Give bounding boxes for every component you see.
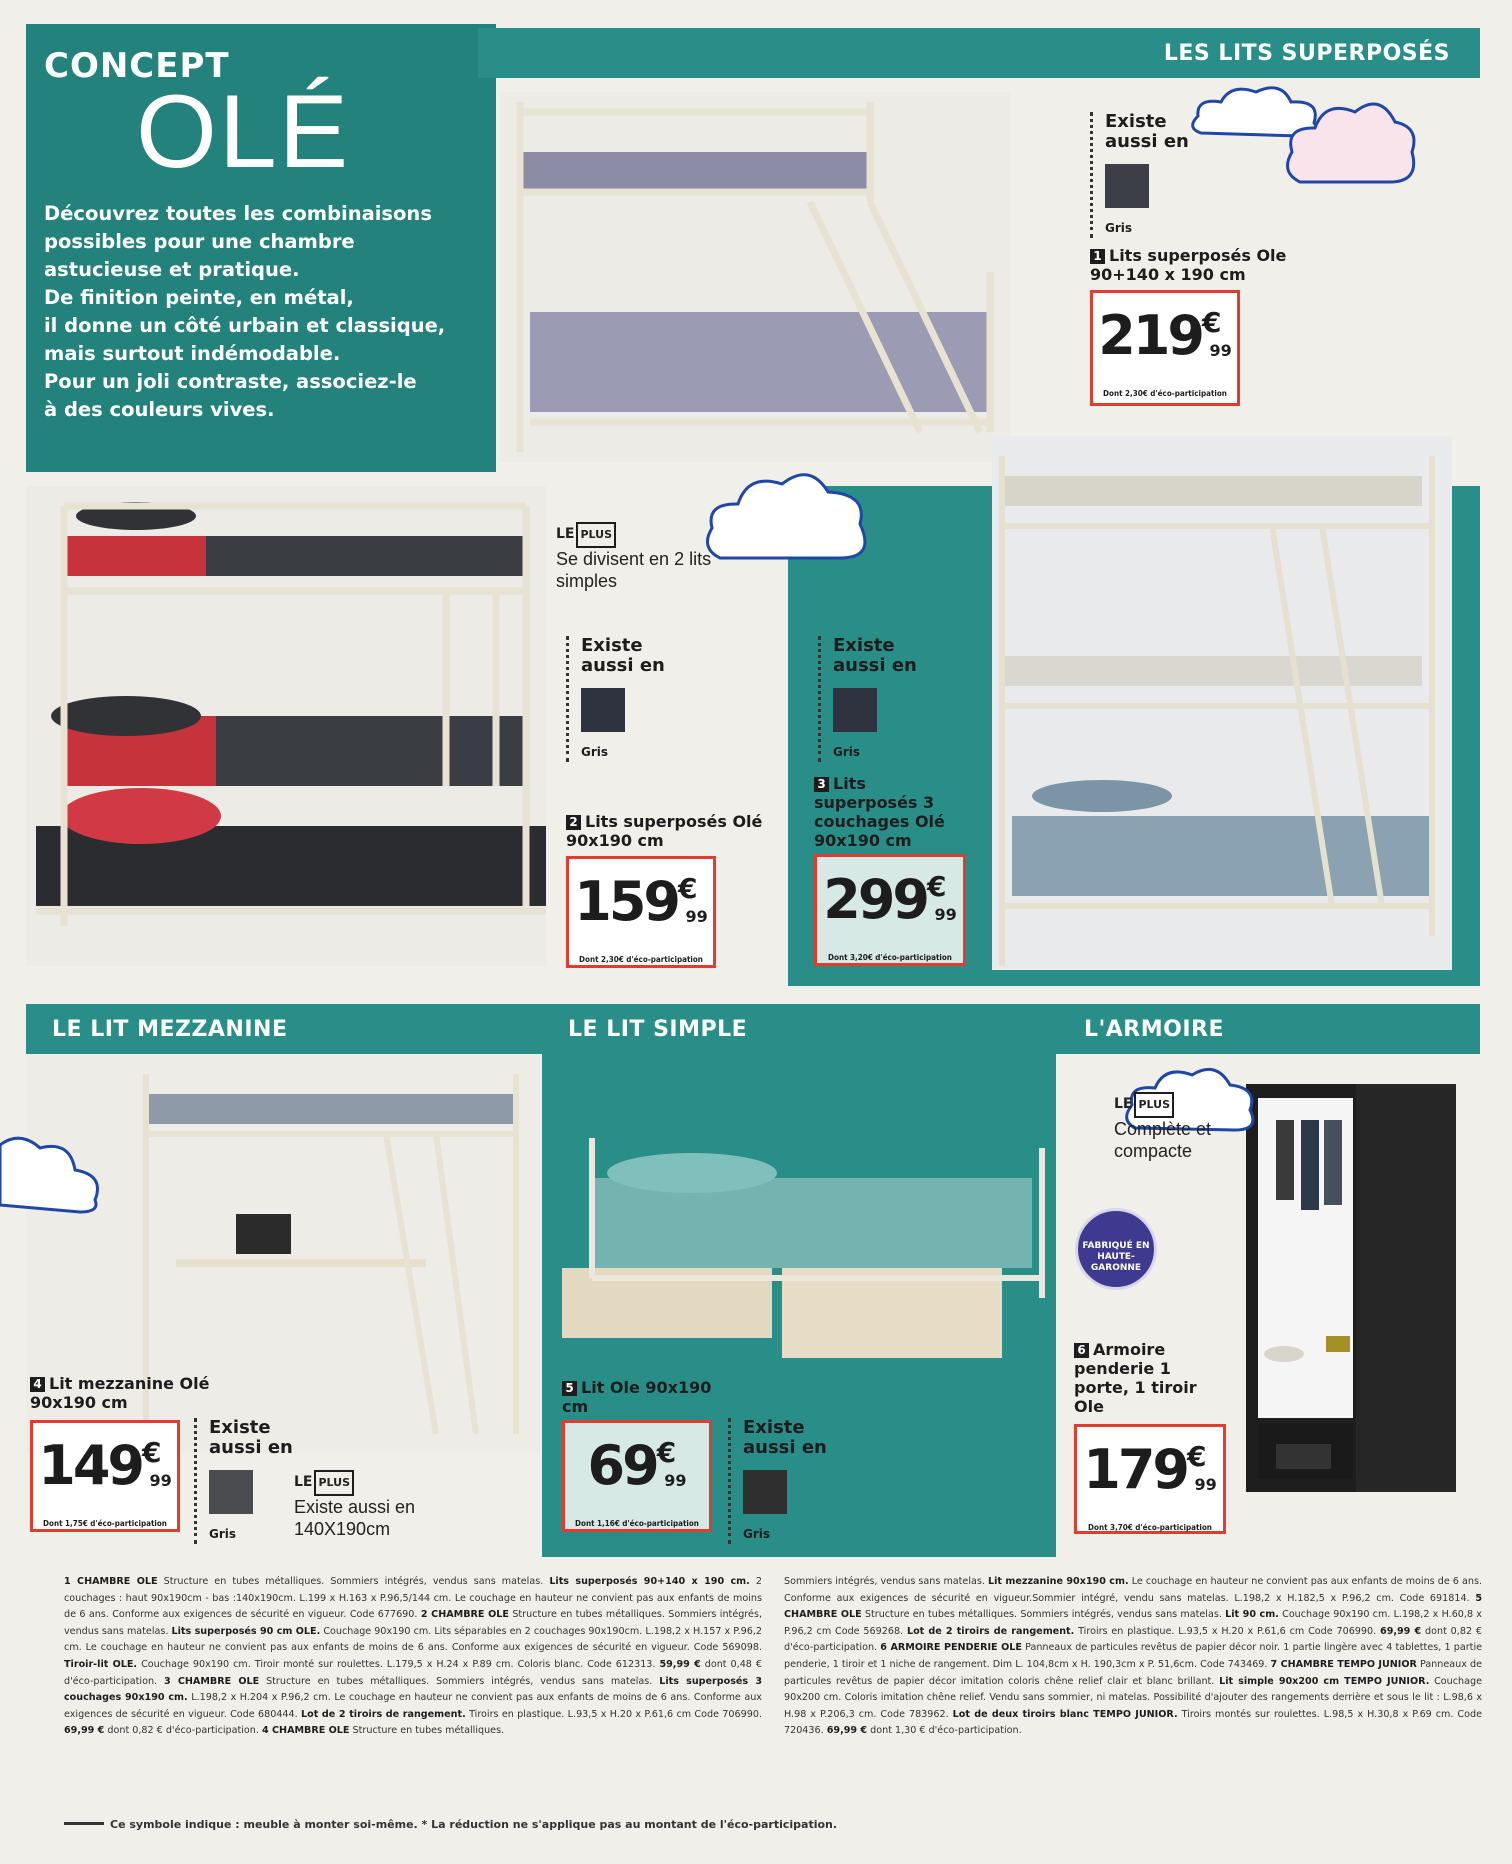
- self-assembly-icon: [64, 1822, 104, 1825]
- gray-swatch[interactable]: [209, 1470, 253, 1514]
- product-title-5: 5 Lit Ole 90x190 cm: [562, 1378, 712, 1416]
- concept-kicker: CONCEPT: [44, 46, 230, 86]
- product-title-6: 6 Armoire penderie 1 porte, 1 tiroir Ole: [1074, 1340, 1197, 1416]
- gray-swatch[interactable]: [1105, 164, 1149, 208]
- price-box-1: 219€99 Dont 2,30€ d'éco-participation: [1090, 290, 1240, 406]
- price-box-2: 159€99 Dont 2,30€ d'éco-participation: [566, 856, 716, 968]
- plus-note-mezzanine: LE PLUS Existe aussi en 140X190cm: [294, 1470, 454, 1540]
- legal-text-left: 1 CHAMBRE OLE Structure en tubes métalliques. Sommiers intégrés, vendus sans matelas. Lits superposés 90+140 x 190 cm. 2 couchages : haut 90x190cm - bas :140x190cm. L.199 x H.163 x P.96,5/144 cm. Le couchage en hauteur ne convient pas aux enfants de moins de 6 ans. Conforme aux exigences de sécurité en vigueur. Code 677690. 2 CHAMBRE OLE Structure en tubes métalliques. Sommiers intégrés, vendus sans matelas. Lits superposés 90 cm OLE. Couchage 90x190 cm. Lits séparables en 2 couchages 90x190cm. L.198,2 x H.157 x P.96,2 cm. Le couchage en hauteur ne convient pas aux enfants de moins de 6 ans. Conforme aux exigences de sécurité en vigueur. Code 569098. Tiroir-lit OLE. Couchage 90x190 cm. Tiroir monté sur roulettes. L.179,5 x H.24 x P.89 cm. Coloris blanc. Code 612313. 59,99 € dont 0,48 € d'éco-participation. 3 CHAMBRE OLE Structure en tubes métalliques. Sommiers intégrés, vendus sans matelas. Lits superposés 3 couchages 90x190 cm. L.198,2 x H.204 x P.96,2 cm. Le couchage en hauteur ne convient pas aux enfants de moins de 6 ans. Conforme aux exigences de sécurité en vigueur. Code 680444. Lot de 2 tiroirs de rangement. Tiroirs en plastique. L.93,5 x H.20 x P.61,6 cm Code 706990. 69,99 € dont 0,82 € d'éco-participation. 4 CHAMBRE OLE Structure en tubes métalliques.: [64, 1576, 762, 1737]
- product-photo-bunk-90-140: [500, 92, 1010, 462]
- cloud-icon: [1280, 92, 1420, 202]
- legal-text-right: Sommiers intégrés, vendus sans matelas. Lit mezzanine 90x190 cm. Le couchage en hauteur ne convient pas aux enfants de moins de 6 ans. Conforme aux exigences de sécurité en vigueur.Sommier intégré, vendu sans matelas. L.198,2 x H.182,5 x P.96,2 cm. Code 691814. 5 CHAMBRE OLE Structure en tubes métalliques. Sommiers intégrés, vendus sans matelas. Lit 90 cm. Couchage 90x190 cm. L.198,2 x H.60,8 x P.96,2 cm Code 569268. Lot de 2 tiroirs de rangement. Tiroirs en plastique. L.93,5 x H.20 x P.61,6 cm Code 706990. 69,99 € dont 0,82 € d'éco-participation. 6 ARMOIRE PENDERIE OLE Panneaux de particules revêtus de papier décor noir. 1 partie lingère avec 4 tablettes, 1 partie penderie, 1 tiroir et 1 niche de rangement. Dim L. 104,8cm x H. 190,3cm x P. 51,6cm. Code 743469. 7 CHAMBRE TEMPO JUNIOR Panneaux de particules revêtus de papier décor imitation coloris chêne relief clair et blanc brillant. Lit simple 90x200 cm TEMPO JUNIOR. Couchage 90x200 cm. Coloris imitation chêne relief. Vendu sans sommier, ni matelas. Possibilité d'ajouter des rangements derrière et sous le lit : L.98,6 x H.98 x P.206,3 cm. Code 783962. Lot de deux tiroirs blanc TEMPO JUNIOR. Tiroirs montés sur roulettes. L.98,5 x H.30,8 x P.69 cm. Code 720436. 69,99 € dont 1,30 € d'éco-participation.: [784, 1576, 1483, 1737]
- price-box-5: 69€99 Dont 1,16€ d'éco-participation: [562, 1420, 712, 1532]
- price-box-3: 299€99 Dont 3,20€ d'éco-participation: [814, 854, 966, 966]
- section-header-bunk-beds: LES LITS SUPERPOSÉS: [478, 28, 1480, 78]
- concept-intro: Découvrez toutes les combinaisons possibles pour une chambre astucieuse et pratique. De finition peinte, en métal, il donne un côté urbain et classique, mais surtout indémodable. Pour un joli contraste, associez-le à des couleurs vives.: [44, 202, 446, 421]
- footnote: Ce symbole indique : meuble à monter soi-même. * La réduction ne s'applique pas au montant de l'éco-participation.: [64, 1818, 837, 1831]
- color-option-4: Existe aussi en Gris: [194, 1418, 299, 1544]
- product-photo-bunk-3: [992, 436, 1452, 970]
- cloud-icon: [0, 1120, 110, 1220]
- section-header-single-bed: LE LIT SIMPLE: [542, 1004, 1056, 1054]
- color-option-1: Existe aussi en Gris: [1090, 112, 1195, 238]
- color-option-5: Existe aussi en Gris: [728, 1418, 833, 1544]
- color-option-3: Existe aussi en Gris: [818, 636, 923, 762]
- plus-note-wardrobe: LE PLUS Complète et compacte: [1114, 1092, 1244, 1162]
- made-in-haute-garonne-badge: FABRIQUÉ EN HAUTE-GARONNE: [1075, 1208, 1157, 1290]
- gray-swatch[interactable]: [833, 688, 877, 732]
- color-option-2: Existe aussi en Gris: [566, 636, 671, 762]
- product-title-3: 3 Lits superposés 3 couchages Olé 90x190 cm: [814, 774, 945, 850]
- product-photo-wardrobe: [1246, 1084, 1456, 1492]
- section-header-mezzanine: LE LIT MEZZANINE: [26, 1004, 542, 1054]
- concept-title: OLÉ: [136, 74, 351, 190]
- product-title-4: 4 Lit mezzanine Olé 90x190 cm: [30, 1374, 210, 1412]
- gray-swatch[interactable]: [743, 1470, 787, 1514]
- section-header-wardrobe: L'ARMOIRE: [1056, 1004, 1480, 1054]
- gray-swatch[interactable]: [581, 688, 625, 732]
- product-photo-bunk-90: [26, 486, 546, 966]
- concept-panel: [26, 24, 496, 472]
- product-title-2: 2 Lits superposés Olé 90x190 cm: [566, 812, 763, 850]
- plus-note-bunk: LE PLUS Se divisent en 2 lits simples: [556, 522, 726, 592]
- product-title-1: 1 Lits superposés Ole 90+140 x 190 cm: [1090, 246, 1287, 284]
- product-photo-single-bed: [552, 1118, 1056, 1368]
- cloud-icon: [700, 458, 880, 578]
- price-box-4: 149€99 Dont 1,75€ d'éco-participation: [30, 1420, 180, 1532]
- price-box-6: 179€99 Dont 3,70€ d'éco-participation: [1074, 1424, 1226, 1534]
